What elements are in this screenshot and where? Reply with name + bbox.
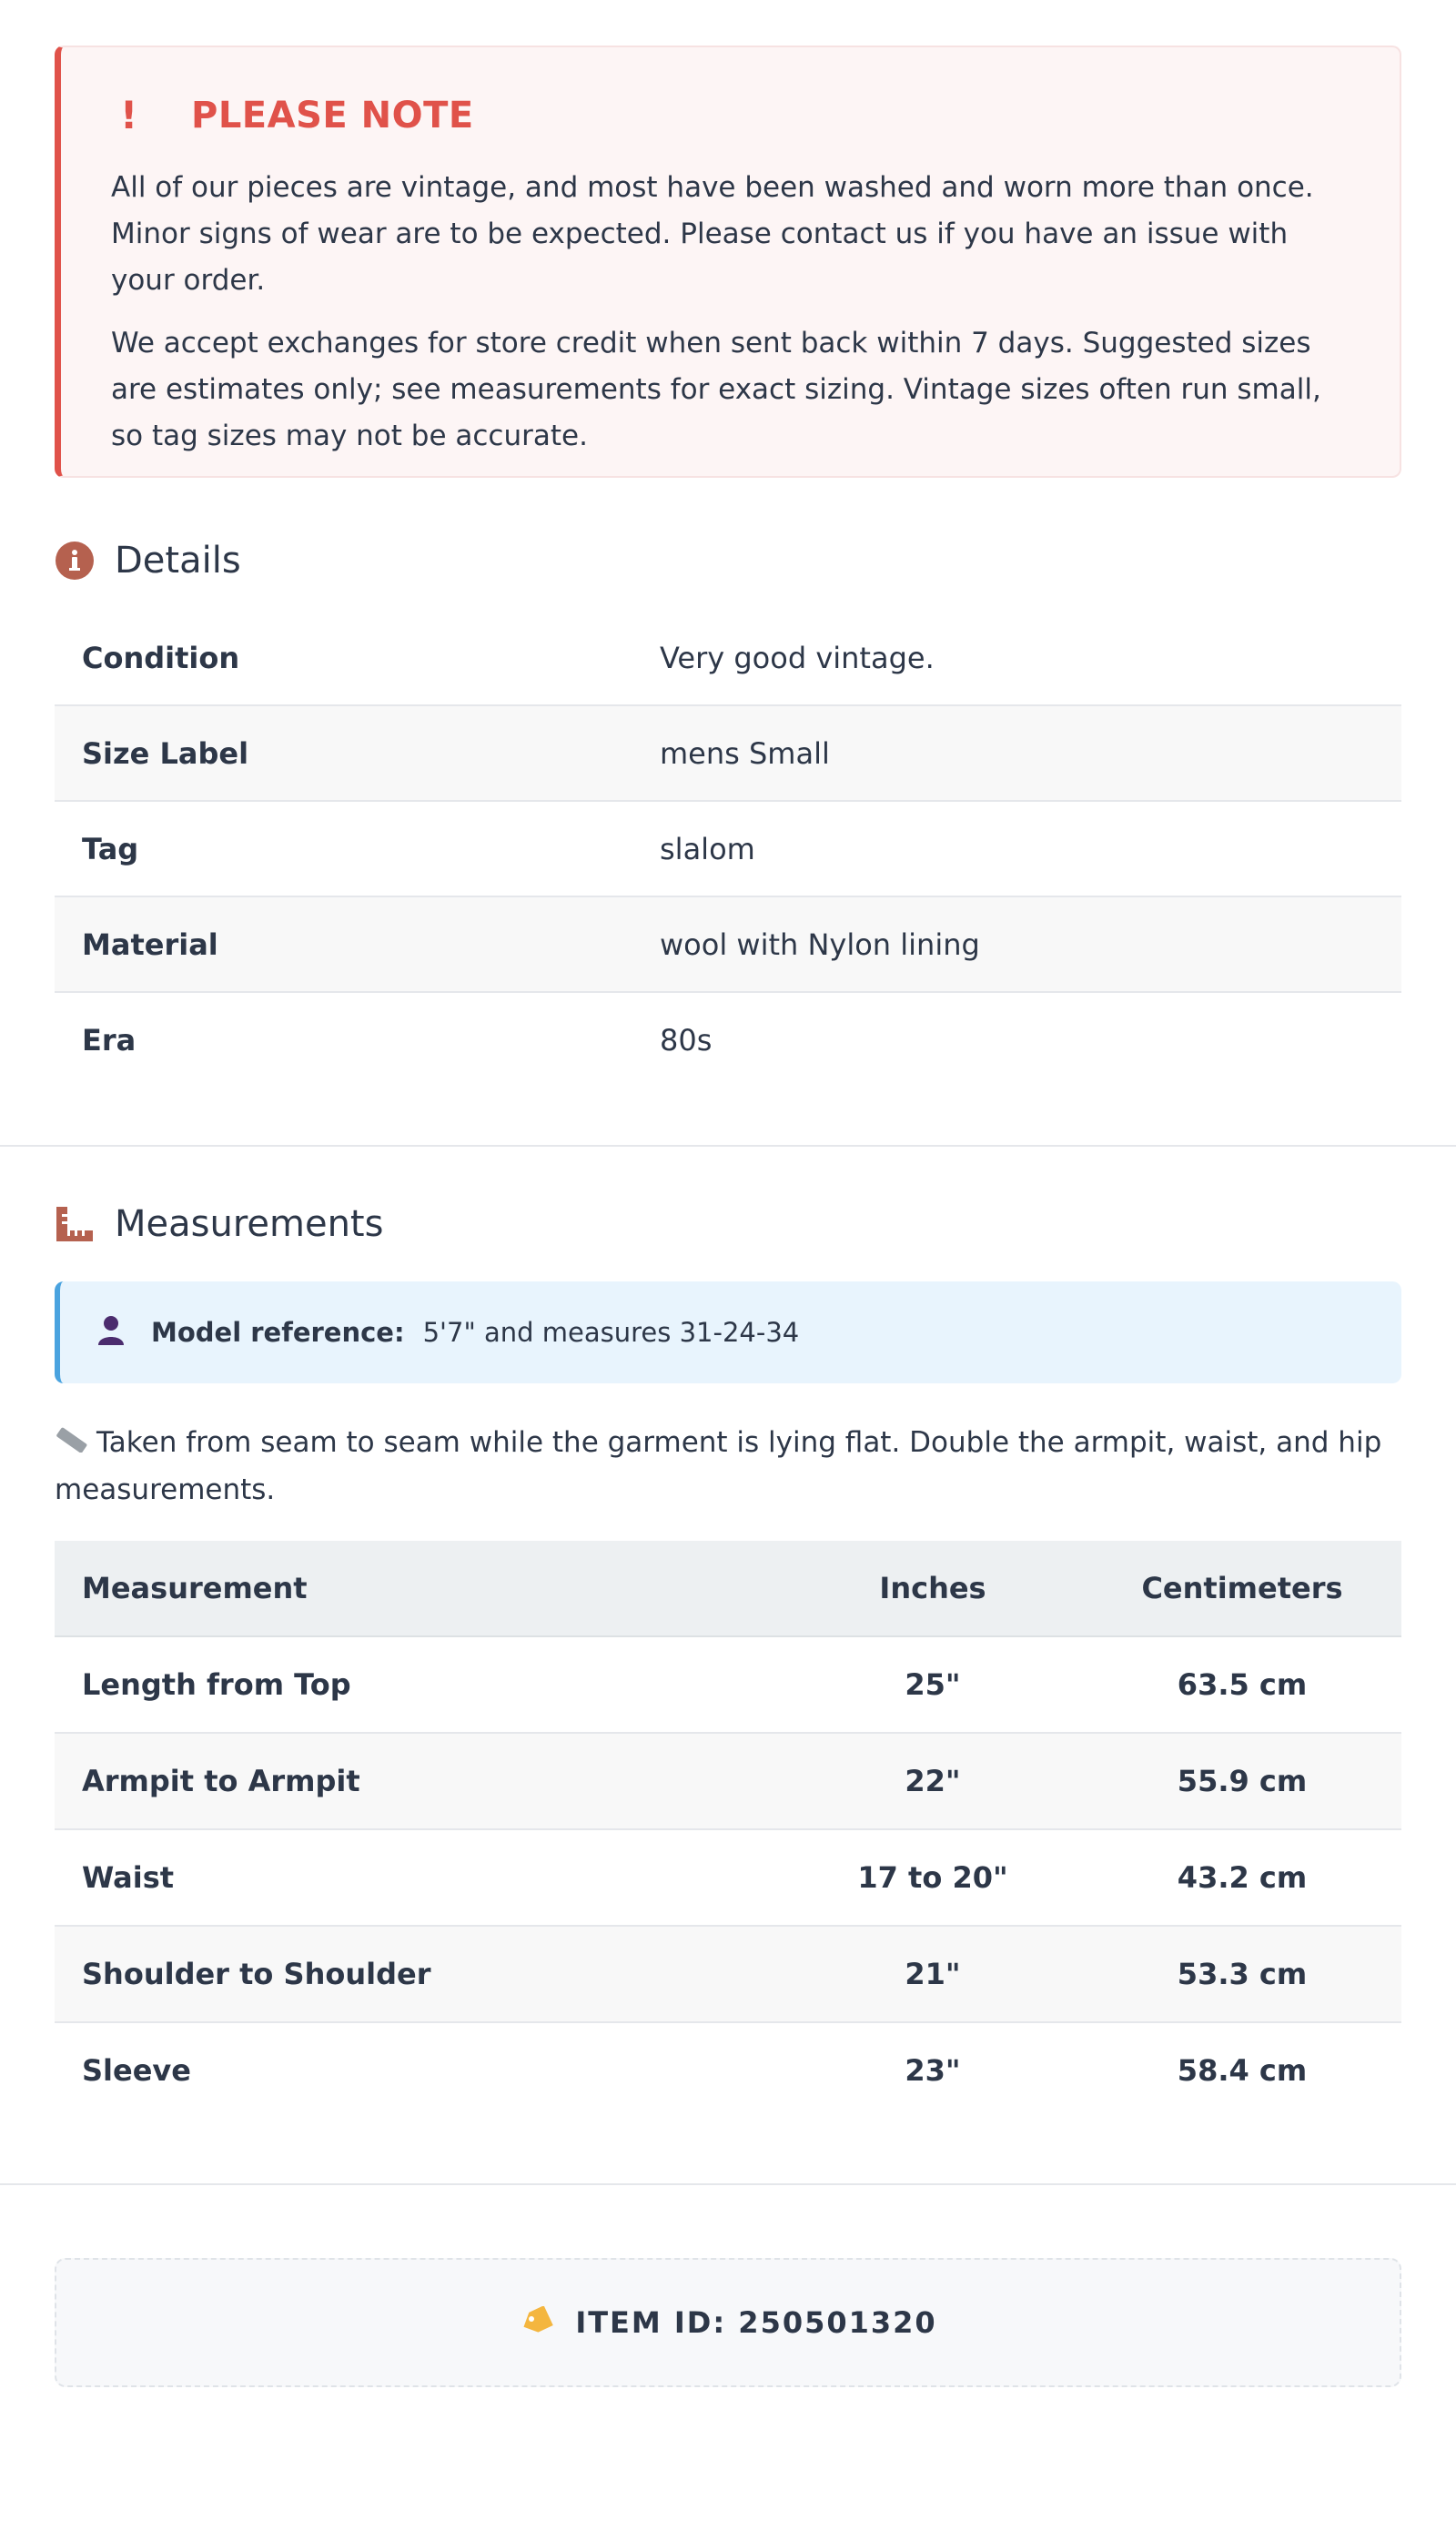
model-reference-value: 5'7" and measures 31-24-34 [422, 1317, 800, 1348]
section-divider [0, 2183, 1456, 2185]
measurement-cm: 58.4 cm [1177, 2053, 1308, 2088]
details-row [55, 993, 1401, 1087]
table-row [55, 2023, 1401, 2118]
tag-icon [519, 2306, 555, 2339]
ruler-small-icon [55, 1421, 87, 1467]
person-icon [96, 1314, 126, 1351]
column-header-inches: Inches [879, 1571, 986, 1605]
model-reference-label: Model reference: [151, 1317, 405, 1348]
details-row [55, 897, 1401, 993]
measurement-note-text: Taken from seam to seam while the garment is lying flat. Double the armpit, waist, and hip measurements. [55, 1426, 1382, 1506]
details-heading [55, 540, 1401, 582]
ruler-icon [55, 1205, 115, 1243]
details-value: slalom [660, 831, 755, 866]
measurement-name: Shoulder to Shoulder [82, 1957, 431, 1991]
measurement-inches: 23" [905, 2053, 961, 2088]
measurement-name: Sleeve [82, 2053, 191, 2088]
measurement-inches: 17 to 20" [857, 1860, 1008, 1895]
measurement-cm: 55.9 cm [1177, 1764, 1308, 1798]
details-label: Size Label [82, 735, 249, 771]
measurement-name: Length from Top [82, 1667, 351, 1702]
exclamation-icon: ! [120, 93, 138, 137]
details-row [55, 706, 1401, 802]
notice-header [111, 93, 1354, 137]
table-row [55, 1637, 1401, 1734]
model-reference-box [55, 1281, 1401, 1383]
measurement-name: Waist [82, 1860, 175, 1895]
table-row [55, 1927, 1401, 2023]
details-label: Material [82, 926, 218, 962]
details-label: Condition [82, 640, 240, 675]
notice-title: PLEASE NOTE [191, 94, 474, 137]
measurement-inches: 25" [905, 1667, 961, 1702]
item-id-box [55, 2258, 1401, 2387]
table-body [55, 1637, 1401, 2118]
measurements-table [55, 1541, 1401, 2118]
measurement-cm: 63.5 cm [1177, 1667, 1308, 1702]
details-row [55, 802, 1401, 897]
table-header [55, 1541, 1401, 1637]
details-label: Tag [82, 831, 139, 866]
column-header-measurement: Measurement [82, 1571, 308, 1605]
please-note-box [55, 46, 1401, 478]
table-row [55, 1830, 1401, 1927]
notice-paragraph: All of our pieces are vintage, and most have been washed and worn more than once. Minor signs of wear are to be expected. Please contact us if you have an issue with your order. [111, 171, 1314, 297]
item-id-text: ITEM ID: 250501320 [575, 2305, 937, 2340]
details-table [55, 611, 1401, 1087]
table-row [55, 1734, 1401, 1830]
details-value: wool with Nylon lining [660, 926, 980, 962]
details-label: Era [82, 1022, 136, 1058]
details-value: 80s [660, 1022, 713, 1058]
info-circle-icon [55, 541, 115, 581]
measurement-cm: 43.2 cm [1177, 1860, 1308, 1895]
measurements-heading [55, 1203, 1401, 1245]
details-value: Very good vintage. [660, 640, 935, 675]
measurement-note [55, 1420, 1401, 1513]
details-title: Details [115, 540, 241, 582]
measurement-inches: 21" [905, 1957, 961, 1991]
measurements-title: Measurements [115, 1203, 384, 1245]
section-divider [0, 1145, 1456, 1147]
measurement-cm: 53.3 cm [1177, 1957, 1308, 1991]
measurement-name: Armpit to Armpit [82, 1764, 360, 1798]
details-row [55, 611, 1401, 706]
measurement-inches: 22" [905, 1764, 961, 1798]
notice-paragraph: We accept exchanges for store credit when sent back within 7 days. Suggested sizes are estimates only; see measurements for exact sizing. Vintage sizes often run small, so tag sizes may not be accurate. [111, 327, 1321, 452]
details-value: mens Small [660, 735, 830, 771]
column-header-centimeters: Centimeters [1141, 1571, 1343, 1605]
